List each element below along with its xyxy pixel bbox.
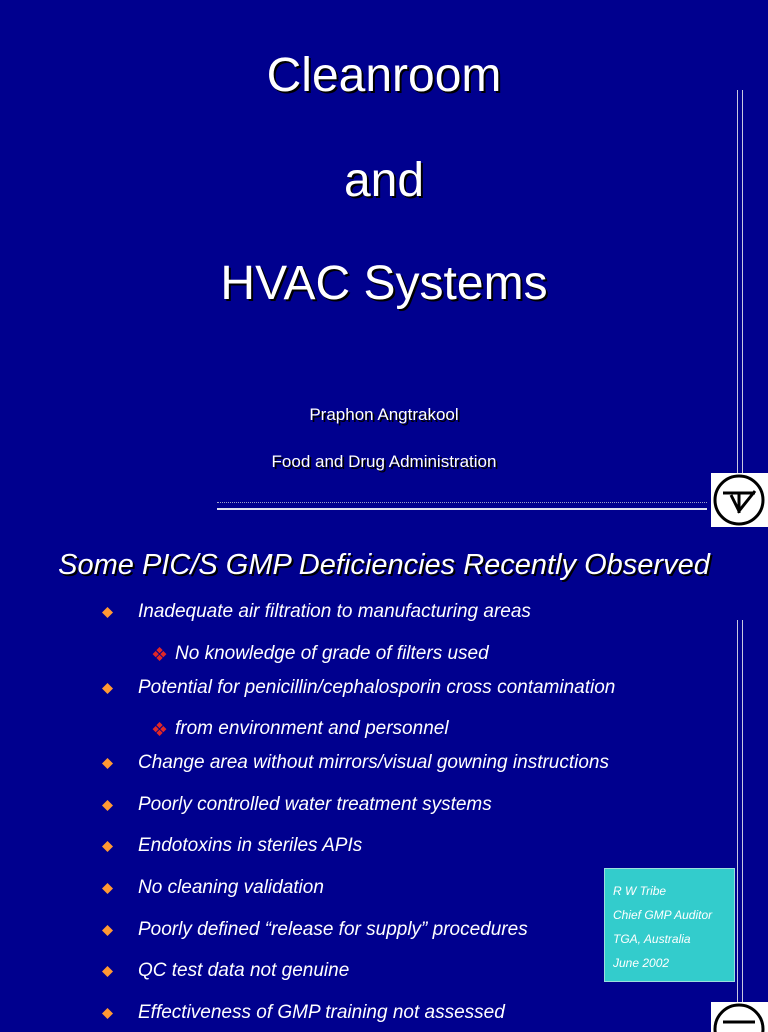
list-item-text: Endotoxins in steriles APIs	[138, 835, 363, 856]
list-item-text: Poorly controlled water treatment systems	[138, 794, 492, 815]
list-item-text: No knowledge of grade of filters used	[175, 643, 489, 664]
slide-heading: Some PIC/S GMP Deficiencies Recently Observed	[58, 549, 710, 581]
horizontal-dotted-rule	[217, 502, 707, 503]
diamond-bullet-icon	[102, 1008, 113, 1019]
info-line: TGA, Australia	[613, 932, 691, 946]
list-item	[138, 1001, 505, 1025]
info-line: Chief GMP Auditor	[613, 908, 713, 922]
list-item-text: Change area without mirrors/visual gowning instructions	[138, 752, 610, 773]
four-diamond-bullet-icon: ❖	[151, 720, 169, 741]
slide-deficiencies	[0, 520, 768, 1024]
diamond-bullet-icon	[102, 966, 113, 977]
diamond-bullet-icon	[102, 758, 113, 769]
author-name: Praphon Angtrakool	[309, 405, 459, 424]
info-line: R W Tribe	[613, 884, 667, 898]
sub-list-item	[151, 642, 489, 666]
title-line-2: and	[343, 154, 425, 207]
diamond-bullet-icon	[102, 800, 113, 811]
vertical-rule	[737, 90, 738, 480]
author-info-box	[604, 868, 735, 982]
list-item	[138, 751, 609, 775]
list-item	[138, 876, 324, 900]
horizontal-rule	[217, 508, 707, 510]
vertical-rule	[742, 90, 743, 480]
list-item-text: Effectiveness of GMP training not assessed	[138, 1002, 505, 1023]
title-line-3: HVAC Systems	[220, 257, 548, 310]
diamond-bullet-icon	[102, 683, 113, 694]
vertical-rule	[737, 620, 738, 1024]
diamond-bullet-icon	[102, 925, 113, 936]
vertical-rule	[742, 620, 743, 1024]
organization-name: Food and Drug Administration	[271, 452, 497, 471]
list-item-text: Potential for penicillin/cephalosporin cross contamination	[138, 677, 616, 698]
diamond-bullet-icon	[102, 841, 113, 852]
info-line: June 2002	[613, 956, 670, 970]
title-line-1: Cleanroom	[266, 49, 502, 102]
list-item-text: No cleaning validation	[138, 877, 324, 898]
list-item	[138, 793, 492, 817]
fda-thai-logo-icon	[711, 473, 768, 527]
list-item	[138, 834, 362, 858]
list-item	[138, 918, 528, 942]
list-item-text: QC test data not genuine	[138, 960, 350, 981]
list-item	[138, 676, 615, 700]
diamond-bullet-icon	[102, 883, 113, 894]
list-item-text: Inadequate air filtration to manufacturing areas	[138, 601, 531, 622]
list-item	[138, 959, 349, 983]
sub-list-item	[151, 717, 449, 741]
diamond-bullet-icon	[102, 607, 113, 618]
four-diamond-bullet-icon: ❖	[151, 645, 169, 666]
list-item-text: Poorly defined “release for supply” procedures	[138, 919, 528, 940]
fda-thai-logo-icon	[711, 1002, 768, 1032]
list-item	[138, 600, 531, 624]
list-item-text: from environment and personnel	[175, 718, 449, 739]
